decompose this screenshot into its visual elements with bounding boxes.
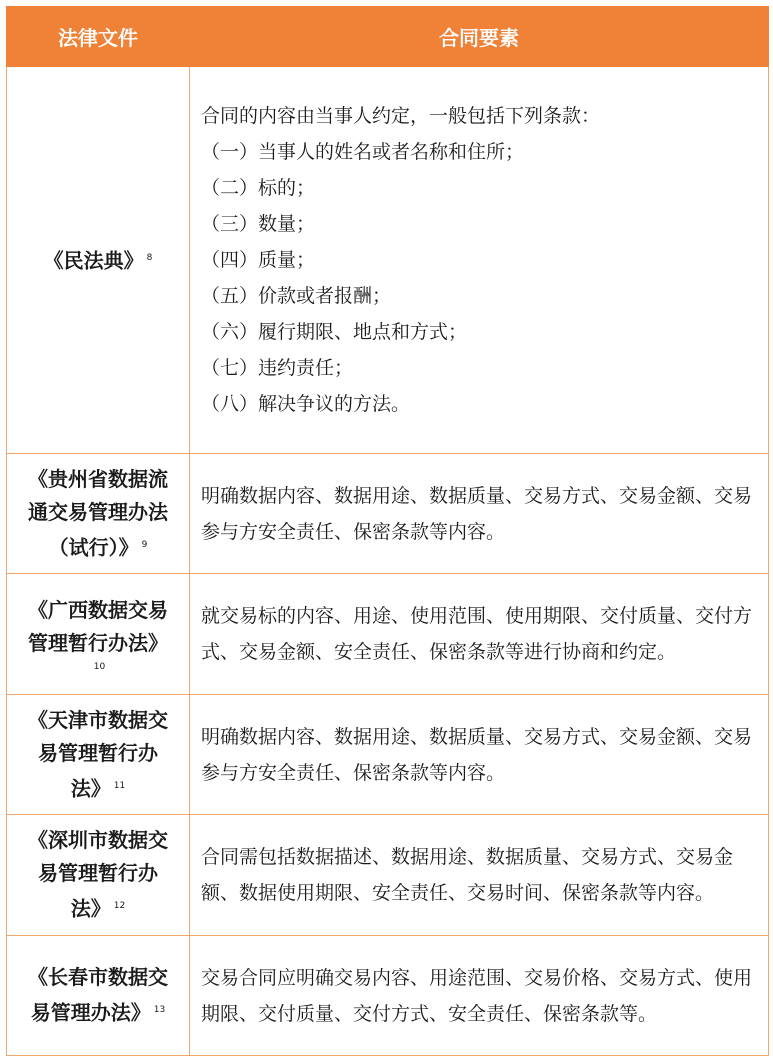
footnote-ref: 10 xyxy=(93,662,106,672)
law-cell xyxy=(7,574,190,695)
law-name-line: 《深圳市数据交 xyxy=(28,828,168,853)
table-row xyxy=(7,574,769,695)
law-name-line: 易管理暂行办 xyxy=(38,740,158,765)
law-name-line: 管理暂行办法》 xyxy=(28,631,168,655)
list-item: （四）质量； xyxy=(201,249,316,271)
list-item: （二）标的； xyxy=(201,177,316,199)
header-law-document: 法律文件 xyxy=(7,7,190,67)
footnote-ref: 9 xyxy=(141,539,148,550)
list-item: （五）价款或者报酬； xyxy=(201,285,392,307)
content-cell: 明确数据内容、数据用途、数据质量、交易方式、交易金额、交易参与方安全责任、保密条款等内容。 xyxy=(190,454,769,574)
content-cell: 就交易标的内容、用途、使用范围、使用期限、交付质量、交付方式、交易金额、安全责任、保密条款等进行协商和约定。 xyxy=(190,574,769,695)
law-cell xyxy=(7,936,190,1056)
content-cell: 合同需包括数据描述、数据用途、数据质量、交易方式、交易金额、数据使用期限、安全责任、交易时间、保密条款等内容。 xyxy=(190,815,769,936)
law-name-line: 易管理暂行办 xyxy=(38,861,158,886)
table-row xyxy=(7,454,769,574)
law-name-line: 法》 xyxy=(70,896,111,921)
table-row xyxy=(7,695,769,815)
list-item: （三）数量； xyxy=(201,213,316,235)
table-row xyxy=(7,67,769,454)
law-name-line: 《长春市数据交 xyxy=(28,965,168,990)
law-cell xyxy=(7,67,190,454)
law-name-line: 法》 xyxy=(70,776,111,801)
law-name-line: 易管理办法》 xyxy=(30,1000,151,1025)
footnote-ref: 13 xyxy=(153,1005,166,1016)
list-item: （七）违约责任； xyxy=(201,357,354,379)
footnote-ref: 12 xyxy=(113,901,126,912)
table-row xyxy=(7,815,769,936)
law-name-line: 《广西数据交易 xyxy=(28,598,168,622)
footnote-ref: 11 xyxy=(113,780,126,791)
law-name-line: 通交易管理办法 xyxy=(28,499,168,524)
law-name: 《民法典》 xyxy=(43,248,144,273)
list-item: （六）履行期限、地点和方式； xyxy=(201,321,468,343)
table-header-row xyxy=(7,7,769,67)
law-cell xyxy=(7,695,190,815)
law-cell xyxy=(7,815,190,936)
contract-elements-table xyxy=(6,6,769,1056)
footnote-ref: 8 xyxy=(146,253,153,264)
law-name-line: （试行）》 xyxy=(48,535,139,560)
content-cell: 明确数据内容、数据用途、数据质量、交易方式、交易金额、交易参与方安全责任、保密条款等内容。 xyxy=(190,695,769,815)
list-item: （一）当事人的姓名或者名称和住所； xyxy=(201,141,525,163)
law-cell xyxy=(7,454,190,574)
table-row xyxy=(7,936,769,1056)
law-name-line: 《天津市数据交 xyxy=(28,707,168,732)
content-intro: 合同的内容由当事人约定，一般包括下列条款： xyxy=(201,105,601,127)
content-cell xyxy=(190,67,769,454)
law-name-line: 《贵州省数据流 xyxy=(28,466,168,491)
contract-elements-table-wrapper xyxy=(6,6,768,1056)
header-contract-elements: 合同要素 xyxy=(190,7,769,67)
content-cell: 交易合同应明确交易内容、用途范围、交易价格、交易方式、使用期限、交付质量、交付方式、安全责任、保密条款等。 xyxy=(190,936,769,1056)
list-item: （八）解决争议的方法。 xyxy=(201,393,411,415)
